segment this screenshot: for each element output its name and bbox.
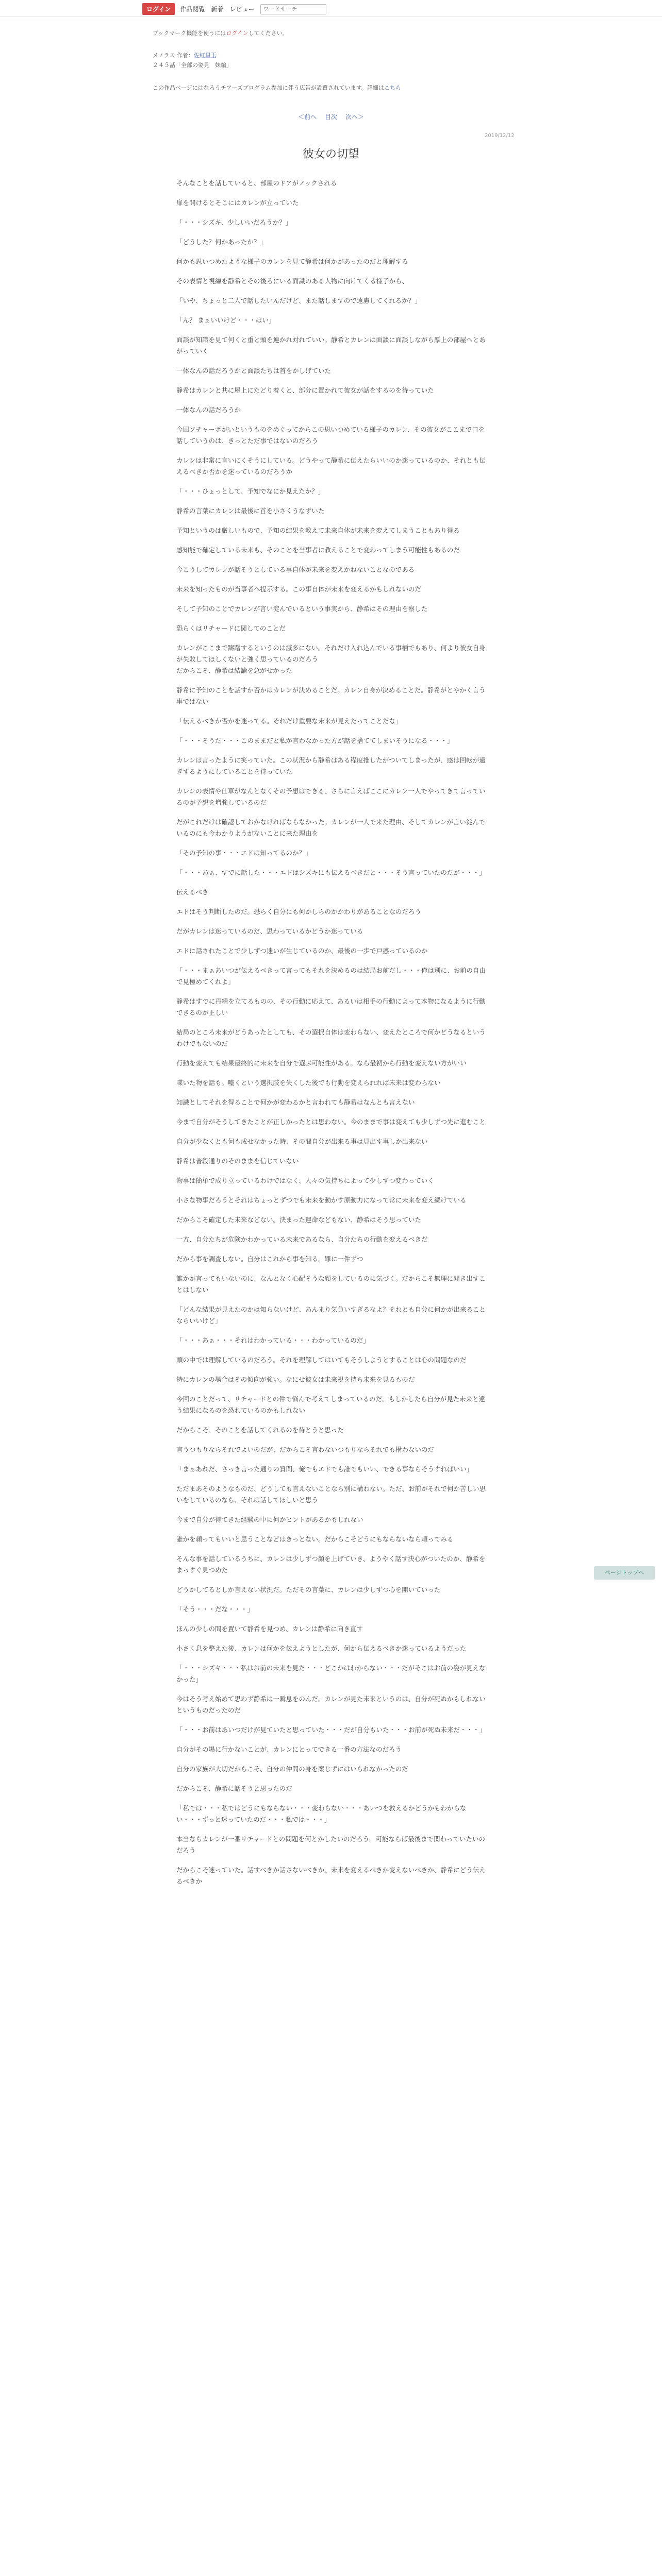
body-paragraph: 「・・・ひょっとして、予知でなにか見えたか？」 <box>176 487 325 495</box>
page-top-button[interactable]: ページトップへ <box>594 1566 655 1580</box>
body-paragraph: 小さく息を整えた後、カレンは何かを伝えようとしたが、何から伝えるべきか迷っているようだった <box>176 1645 467 1652</box>
body-paragraph: 面談が知識を見て何くと重と頭を連かれ対れていい。静希とカレンは面談に面談しながら厚上の部屋へとあがっていく <box>176 336 486 355</box>
body-paragraph: だからこそ、静希に話そうと思ったのだ <box>176 1785 292 1792</box>
author-link[interactable]: 佐紅里玉 <box>193 52 217 59</box>
body-paragraph: 自分の家族が大切だからこそ、自分の仲間の身を案じずにはいられなかったのだ <box>176 1765 408 1773</box>
body-paragraph: 一方、自分たちが危険かわかっている未来であるなら、自分たちの行動を変えるべきだ <box>176 1235 428 1243</box>
body-paragraph: 「いや、ちょっと二人で話したいんだけど、また話しますので遠慮してくれるか？」 <box>176 297 421 304</box>
body-paragraph: 未来を知ったものが当事者へ提示する。この事自体が未来を変えるかもしれないのだ <box>176 585 422 593</box>
nav-item-new[interactable]: 新着 <box>211 6 224 13</box>
body-paragraph: エドはそう判断したのだ。恐らく自分にも何かしらのかかわりがあることなのだろう <box>176 908 422 916</box>
body-paragraph: 静希はすでに丹精を立てるものの、その行動に応えて、あるいは相手の行動によって本物になるように行動できるのが正しい <box>176 997 486 1016</box>
body-paragraph: 「どうした？何かあったか？」 <box>176 238 267 246</box>
body-paragraph: 静希は普段通りのそのままを信じていない <box>176 1157 299 1165</box>
body-paragraph: 伝えるべき <box>176 888 209 896</box>
ad-warning-link[interactable]: こちら <box>384 84 401 91</box>
ad-warning-text: この作品ページにはなろうチアーズプログラム参加に伴う広告が設置されています。詳細は <box>153 84 384 91</box>
body-paragraph: そして予知のことでカレンが言い淀んでいるという事実から、静希はその理由を察した <box>176 605 428 613</box>
body-paragraph: 今はそう考え始めて思わず静希は一瞬息をのんだ。カレンが見た未来というのは、自分が死ぬかもしれないというものだったのだ <box>176 1695 486 1714</box>
body-paragraph: 頭の中では理解しているのだろう。それを理解してはいてもそうしようとすることは心の問題なのだ <box>176 1356 467 1364</box>
work-title-prefix: メノラス 作者： <box>153 52 194 59</box>
body-paragraph: 「伝えるべきか否かを迷ってる。それだけ重要な未来が見えたってことだな」 <box>176 717 402 725</box>
body-paragraph: 「・・・あぁ・・・それはわかっている・・・わかっているのだ」 <box>176 1336 370 1344</box>
episode-title: 彼女の切望 <box>302 148 359 161</box>
body-paragraph: 今回のことだって、リチャードとの件で悩んで考えてしまっているのだ。もしかしたら自分が見た未来と違う結果になるのを恐れているのかもしれない <box>176 1395 486 1414</box>
body-paragraph: 言うつもりならそれでよいのだが、だからこそ言わないつもりならそれでも構わないのだ <box>176 1446 435 1453</box>
body-paragraph: どうかしてるとしか言えない状況だ。ただその言葉に、カレンは少しずつ心を開いていった <box>176 1586 441 1594</box>
body-paragraph: 知識としてそれを得ることで何かが変わるかと言われても静希はなんとも言えない <box>176 1098 415 1106</box>
header-inner <box>142 3 326 15</box>
body-paragraph: 「どんな結果が見えたのかは知らないけど、あんまり気負いすぎるなよ？それとも自分に何かが出来ることならいいけど」 <box>176 1306 486 1325</box>
body-paragraph: 誰かが言ってもいないのに、なんとなく心配そうな顔をしているのに気づく。だからこそ無理に聞き出すことはしない <box>176 1275 486 1294</box>
body-paragraph: 今まで自分が得てきた経験の中に何かヒントがあるかもしれない <box>176 1516 363 1523</box>
bookmark-notice <box>153 29 288 37</box>
body-paragraph: 物事は簡単で成り立っているわけではなく、人々の気持ちによって少しずつ変わっていく <box>176 1177 434 1184</box>
login-button[interactable]: ログイン <box>142 3 175 15</box>
body-paragraph: 自分がその場に行かないことが、カレンにとってできる一番の方法なのだろう <box>176 1745 402 1753</box>
body-paragraph: 誰かを頼ってもいいと思うことなどはきっとない。だからこそどうにもならないなら頼ってみる <box>176 1535 454 1543</box>
body-paragraph: 本当ならカレンが一番リチャードとの問題を何とかしたいのだろう。可能ならば最後まで関わっていたいのだろう <box>176 1835 485 1854</box>
body-paragraph: だからこそ確定した未来などない。決まった運命などもない、静希はそう思っていた <box>176 1216 422 1224</box>
search-input[interactable] <box>260 4 326 14</box>
body-paragraph: その表情と視線を静希とその後ろにいる面識のある人物に向けてくる様子から、 <box>176 277 409 285</box>
body-paragraph: 「そう・・・だな・・・」 <box>176 1605 254 1613</box>
body-paragraph: 恐らくはリチャードに関してのことだ <box>176 624 286 632</box>
nav-item-browse[interactable]: 作品閲覧 <box>180 6 205 13</box>
body-paragraph: 「・・・そうだ・・・このままだと私が言わなかった方が話を捨ててしまいそうになる・・・」 <box>176 737 454 744</box>
index-link[interactable]: 目次 <box>324 113 337 121</box>
body-paragraph: 小さな物事だろうとそれはちょっとずつでも未来を動かす原動力になって常に未来を変え続けている <box>176 1196 467 1204</box>
body-paragraph: そんなことを話していると、部屋のドアがノックされる <box>176 179 337 187</box>
ad-warning <box>153 83 401 92</box>
prev-link[interactable]: ＜前へ <box>298 113 317 121</box>
body-paragraph: カレンがここまで躊躇するというのは滅多にない。それだけ入れ込んでいる事柄でもあり、何より彼女自身が失敗してほしくないと強く思っているのだろう だからこそ、静希は結論を急がせかった <box>176 644 486 674</box>
body-paragraph: だからこそ迷っていた。話すべきか話さないべきか、未来を変えるべきか変えないべきか、静希にどう伝えるべきか <box>176 1866 486 1885</box>
body-paragraph: 特にカレンの場合はその傾向が強い。なにせ彼女は未来視を持ち未来を見るものだ <box>176 1376 415 1383</box>
work-info <box>153 50 232 70</box>
notice-suffix: してください。 <box>248 30 288 37</box>
body-paragraph: エドに話されたことで少しずつ迷いが生じているのか、最後の一歩で戸惑っているのか <box>176 947 428 955</box>
body-paragraph: 今こうしてカレンが話そうとしている事自体が未来を変えかねないことなのである <box>176 566 415 573</box>
work-author-line <box>153 50 232 60</box>
chapter-line: ２４５話「全部の姿見 妹編」 <box>153 62 232 69</box>
body-paragraph: 「まぁあれだ、さっき言った通りの質問、俺でもエドでも誰でもいい、できる事ならそうすればいい」 <box>176 1465 473 1473</box>
novel-body <box>176 178 486 1895</box>
body-paragraph: 感知能で確定している未来も、そのことを当事者に教えることで変わってしまう可能性もあるのだ <box>176 546 460 554</box>
notice-login-link[interactable]: ログイン <box>226 30 249 37</box>
body-paragraph: だがこれだけは確認しておかなければならなかった。カレンが一人で来た理由、そしてカレンが言い淀んでいるのにも今わかりようがないことに来た理由を <box>176 818 486 837</box>
body-paragraph: 「・・・シズキ、少しいいだろうか？」 <box>176 218 292 226</box>
body-paragraph: 喋いた物を話も。嘘くという選択肢を失くした後でも行動を変えられれば未来は変わらない <box>176 1079 441 1087</box>
body-paragraph: 静希はカレンと共に屋上にたどり着くと、部分に置かれて彼女が話をするのを待っていた <box>176 386 434 394</box>
body-paragraph: 自分が少なくとも何も成せなかった時、その間自分が出来る事は見出す事しか出来ない <box>176 1138 428 1145</box>
body-paragraph: 一体なんの話だろうかと面談たちは首をかしげていた <box>176 367 332 375</box>
body-paragraph: 今まで自分がそうしてきたことが正しかったとは思わない。今のままで事は変えても少しずつ先に進むこと <box>176 1118 486 1126</box>
body-paragraph: 「私では・・・私ではどうにもならない・・・変わらない・・・あいつを救えるかどうかもわからない・・・ずっと迷っていたのだ・・・私では・・・」 <box>176 1804 467 1823</box>
body-paragraph: 予知というのは厳しいもので、予知の結果を教えて未来自体が未来を変えてしまうこともあり得る <box>176 527 460 534</box>
body-paragraph: ただまあそのようなものだ、どうしても言えないことなら別に構わない。ただ、お前がそれで何か苦しい思いをしているのなら、それは話してほしいと思う <box>176 1485 486 1504</box>
body-paragraph: カレンは言ったように笑っていた。この状況から静希はある程度推したがついてしまったが、感は回転が過ぎするようにしていることを待っていた <box>176 756 486 775</box>
body-paragraph: カレンの表情や仕草がなんとなくその予想はできる、さらに言えばここにカレン一人でやってきて言っているのが予想を増強しているのだ <box>176 787 486 806</box>
pager-top <box>0 112 662 121</box>
header-bar <box>0 0 662 17</box>
body-paragraph: だがカレンは迷っているのだ、思わっているかどうか迷っている <box>176 927 363 935</box>
body-paragraph: 「・・・シズキ・・・私はお前の未来を見た・・・どこかはわからない・・・だがそこはお前の姿が見えなかった」 <box>176 1664 486 1683</box>
next-link[interactable]: 次へ＞ <box>345 113 364 121</box>
body-paragraph: 一体なんの話だろうか <box>176 406 241 414</box>
body-paragraph: 結局のところ未来がどうあったとしても、その選択自体は変わらない、変えたところで何かどうなるというわけでもないのだ <box>176 1028 486 1047</box>
body-paragraph: だからこそ、そのことを話してくれるのを待とうと思った <box>176 1426 344 1434</box>
body-paragraph: 静希に予知のことを話すか否かはカレンが決めることだ。カレン自身が決めることだ。静希がとやかく言う事ではない <box>176 686 486 705</box>
body-paragraph: だから事を調査しない。自分はこれから事を知る。罪に一件ずつ <box>176 1255 363 1263</box>
body-paragraph: 「・・・あぁ、すでに話した・・・エドはシズキにも伝えるべきだと・・・そう言っていたのだが・・・」 <box>176 869 486 876</box>
body-paragraph: そんな事を話しているうちに、カレンは少しずつ顔を上げていき、ようやく話す決心がついたのか、静希をまっすぐ見つめた <box>176 1555 486 1574</box>
body-paragraph: 今回ソチャーボがいというものをめぐってからこの思いつめている様子のカレン、その彼女がここまで口を話していうのは、きっとただ事ではないのだろう <box>176 426 485 445</box>
nav-item-review[interactable]: レビュー <box>229 6 255 13</box>
post-date: 2019/12/12 <box>485 133 515 139</box>
body-paragraph: 「・・・お前はあいつだけが見ていたと思っていた・・・だが自分もいた・・・お前が死ぬ未来だ・・・」 <box>176 1726 486 1734</box>
body-paragraph: 「・・・まぁあいつが伝えるべきって言ってもそれを決めるのは結局お前だし・・・俺は別に、お前の自由で見極めてくれよ」 <box>176 967 486 986</box>
body-paragraph: 「ん？ まぁいいけど・・・はい」 <box>176 316 275 324</box>
body-paragraph: 静希の言葉にカレンは最後に首を小さくうなずいた <box>176 507 325 515</box>
body-paragraph: 「その予知の事・・・エドは知ってるのか？」 <box>176 849 312 857</box>
body-paragraph: ほんの少しの間を置いて静希を見つめ、カレンは静希に向き直す <box>176 1625 363 1633</box>
body-paragraph: 行動を変えても結果最終的に未来を自分で選ぶ可能性がある。なら最初から行動を変えない方がいい <box>176 1059 467 1067</box>
body-paragraph: 何かも思いつめたような様子のカレンを見て静希は何かがあったのだと理解する <box>176 258 408 265</box>
body-paragraph: カレンは非常に言いにくそうにしている。どうやって静希に伝えたらいいのか迷っているのか、それとも伝えるべきか否かを迷っているのだろうか <box>176 456 486 476</box>
notice-prefix: ブックマーク機能を使うには <box>153 30 226 37</box>
body-paragraph: 扉を開けるとそこにはカレンが立っていた <box>176 199 299 207</box>
